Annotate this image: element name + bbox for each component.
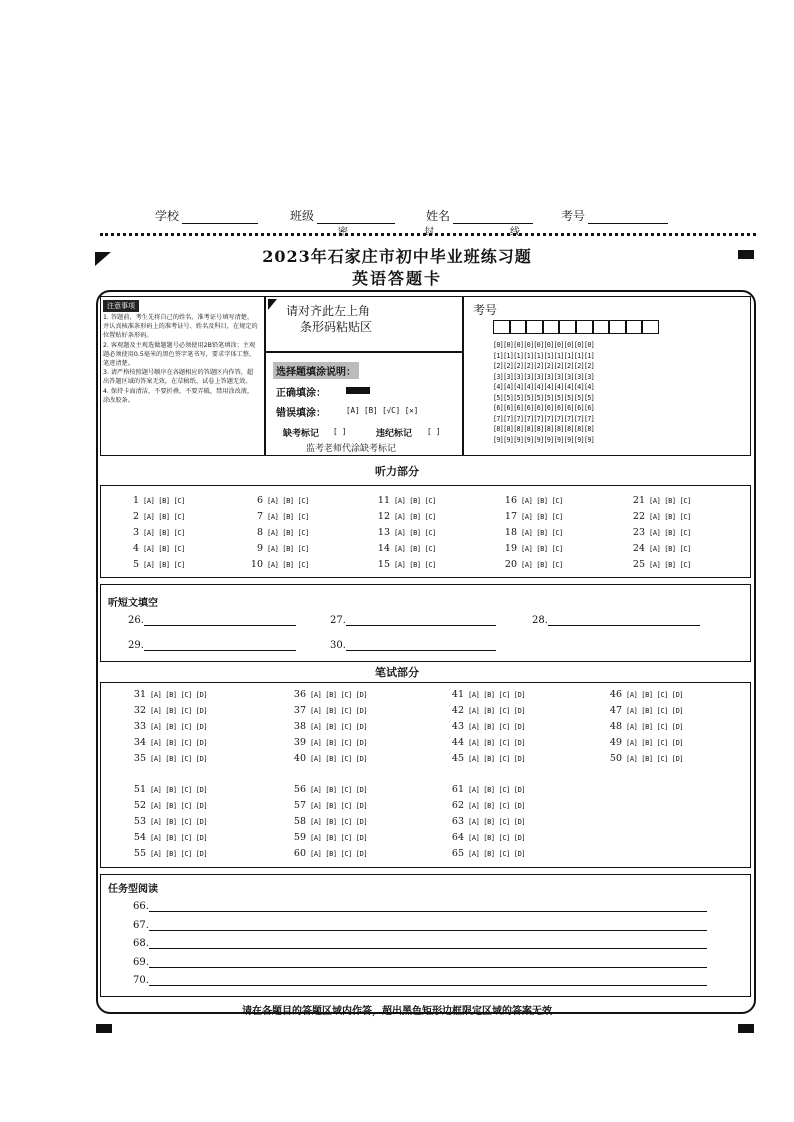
answer-options[interactable]: [A] [B] [C] [D] — [310, 801, 368, 810]
written-question[interactable] — [128, 705, 207, 716]
listening-question[interactable] — [122, 543, 185, 554]
listening-question[interactable] — [122, 559, 185, 570]
question-number: 2 — [132, 511, 139, 522]
answer-options[interactable]: [A] [B] [C] [D] — [626, 738, 684, 747]
listening-question[interactable] — [246, 495, 309, 506]
question-number: 49 — [609, 737, 622, 748]
answer-options[interactable]: [A] [B] [C] [D] — [626, 706, 684, 715]
question-number: 22 — [632, 511, 645, 522]
exam-number-cell[interactable] — [642, 320, 659, 334]
answer-options[interactable]: [A] [B] [C] [D] — [310, 738, 368, 747]
seal-char-1: 密 — [338, 227, 348, 238]
answer-options[interactable]: [A] [B] [C] [D] — [310, 785, 368, 794]
question-number: 15 — [377, 559, 390, 570]
question-number: 38 — [293, 721, 306, 732]
blank-answer-line[interactable] — [144, 614, 296, 626]
answer-options[interactable]: [A] [B] [C] — [521, 512, 563, 521]
question-number: 7 — [256, 511, 263, 522]
alignment-mark — [738, 1024, 754, 1033]
question-number: 35 — [133, 753, 146, 764]
header-field-input[interactable] — [588, 210, 668, 224]
question-number: 62 — [451, 800, 464, 811]
listening-question[interactable] — [373, 543, 436, 554]
answer-options[interactable]: [A] [B] [C] — [267, 512, 309, 521]
answer-options[interactable]: [A] [B] [C] [D] — [468, 817, 526, 826]
exam-number-bubbles — [493, 340, 594, 445]
listening-question[interactable] — [500, 511, 563, 522]
answer-options[interactable]: [A] [B] [C] — [649, 496, 691, 505]
written-question[interactable] — [128, 689, 207, 700]
answer-options[interactable]: [A] [B] [C] — [649, 560, 691, 569]
question-number: 20 — [504, 559, 517, 570]
question-number: 41 — [451, 689, 464, 700]
answer-options[interactable]: [A] [B] [C] — [394, 496, 436, 505]
header-field-label: 班级 — [290, 209, 315, 223]
header-field-0 — [155, 207, 258, 224]
answer-options[interactable]: [A] [B] [C] — [521, 560, 563, 569]
written-question[interactable] — [446, 721, 525, 732]
line-number: 68. — [133, 938, 149, 949]
absent-mark-label: 缺考标记 — [283, 429, 320, 439]
question-number: 10 — [250, 559, 263, 570]
answer-options[interactable]: [A] [B] [C] [D] — [150, 706, 208, 715]
listening-question[interactable] — [246, 559, 309, 570]
written-question[interactable] — [446, 848, 525, 859]
header-field-label: 姓名 — [426, 209, 451, 223]
blank-number: 29. — [128, 640, 144, 651]
short-passage-blank — [128, 614, 296, 626]
written-question[interactable] — [446, 753, 525, 764]
written-question[interactable] — [288, 848, 367, 859]
task-reading-answer-line[interactable] — [149, 974, 707, 986]
alignment-mark — [96, 1024, 112, 1033]
blank-answer-line[interactable] — [548, 614, 700, 626]
task-reading-title: 任务型阅读 — [108, 884, 158, 895]
exam-number-cell[interactable] — [576, 320, 593, 334]
question-number: 1 — [132, 495, 139, 506]
question-number: 56 — [293, 784, 306, 795]
question-number: 31 — [133, 689, 146, 700]
exam-number-bubble-row[interactable]: [6][6][6][6][6][6][6][6][6][6] — [493, 404, 595, 412]
wrong-fill-label: 错误填涂： — [276, 408, 326, 419]
question-number: 58 — [293, 816, 306, 827]
exam-number-label: 考号 — [473, 303, 498, 317]
question-number: 64 — [451, 832, 464, 843]
task-reading-line — [133, 974, 707, 986]
listening-question[interactable] — [628, 543, 691, 554]
written-question[interactable] — [446, 689, 525, 700]
exam-number-cell[interactable] — [593, 320, 610, 334]
written-question[interactable] — [128, 800, 207, 811]
barcode-line-1: 请对齐此左上角 — [286, 304, 371, 318]
written-question[interactable] — [128, 848, 207, 859]
exam-number-cells — [493, 320, 659, 334]
blank-answer-line[interactable] — [144, 639, 296, 651]
exam-number-cell[interactable] — [493, 320, 510, 334]
question-number: 47 — [609, 705, 622, 716]
absent-mark-box[interactable]: [ ] — [333, 427, 347, 436]
blank-number: 28. — [532, 615, 548, 626]
exam-number-bubble-row[interactable]: [9][9][9][9][9][9][9][9][9][9] — [493, 435, 595, 444]
question-number: 32 — [133, 705, 146, 716]
answer-options[interactable]: [A] [B] [C] [D] — [468, 738, 526, 747]
listening-question[interactable] — [628, 559, 691, 570]
exam-number-bubble-row[interactable]: [4][4][4][4][4][4][4][4][4][4] — [493, 383, 595, 391]
written-question[interactable] — [128, 721, 207, 732]
answer-options[interactable]: [A] [B] [C] [D] — [150, 754, 208, 763]
listening-question[interactable] — [373, 511, 436, 522]
answer-options[interactable]: [A] [B] [C] — [267, 528, 309, 537]
listening-question[interactable] — [122, 511, 185, 522]
listening-question[interactable] — [373, 495, 436, 506]
listening-question[interactable] — [122, 495, 185, 506]
question-number: 46 — [609, 689, 622, 700]
question-number: 11 — [377, 495, 390, 506]
question-number: 63 — [451, 816, 464, 827]
notes-item: 1. 答题前，考生先将自己的姓名、准考证号填写清楚，并认真核准条形码上的准考证号、姓名及科目，在规定的位置贴好条形码。 — [103, 314, 258, 340]
answer-options[interactable]: [A] [B] [C] [D] — [468, 785, 526, 794]
question-number: 9 — [256, 543, 263, 554]
answer-options[interactable]: [A] [B] [C] — [143, 528, 185, 537]
page-subtitle: 英语答题卡 — [351, 269, 442, 288]
header-field-3 — [561, 207, 668, 224]
answer-options[interactable]: [A] [B] [C] [D] — [310, 849, 368, 858]
corner-triangle-mark — [95, 252, 111, 266]
question-number: 59 — [293, 832, 306, 843]
question-number: 18 — [504, 527, 517, 538]
exam-number-bubble-row[interactable]: [5][5][5][5][5][5][5][5][5][5] — [493, 393, 595, 402]
seal-dotted-line — [100, 233, 756, 236]
blank-answer-line[interactable] — [346, 639, 496, 651]
answer-options[interactable]: [A] [B] [C] — [394, 528, 436, 537]
answer-options[interactable]: [A] [B] [C] — [267, 544, 309, 553]
violation-mark-label: 违纪标记 — [376, 429, 413, 439]
answer-options[interactable]: [A] [B] [C] [D] — [468, 690, 526, 699]
question-number: 5 — [132, 559, 139, 570]
answer-options[interactable]: [A] [B] [C] — [267, 560, 309, 569]
question-number: 33 — [133, 721, 146, 732]
exam-number-bubble-row[interactable]: [2][2][2][2][2][2][2][2][2][2] — [493, 362, 595, 370]
written-question[interactable] — [604, 721, 683, 732]
line-number: 70. — [133, 975, 149, 986]
seal-char-3: 线 — [510, 227, 520, 238]
exam-number-cell[interactable] — [559, 320, 576, 334]
proctor-note: 监考老师代涂缺考标记 — [306, 444, 397, 454]
written-question[interactable] — [128, 816, 207, 827]
written-question[interactable] — [288, 753, 367, 764]
answer-options[interactable]: [A] [B] [C] [D] — [150, 801, 208, 810]
short-passage-blank — [330, 614, 496, 626]
exam-number-bubble-row[interactable]: [1][1][1][1][1][1][1][1][1][1] — [493, 351, 595, 360]
violation-mark-box[interactable]: [ ] — [427, 427, 441, 436]
exam-number-cell[interactable] — [609, 320, 626, 334]
listening-question[interactable] — [628, 495, 691, 506]
exam-number-cell[interactable] — [543, 320, 560, 334]
listening-question[interactable] — [246, 543, 309, 554]
blank-number: 30. — [330, 640, 346, 651]
answer-options[interactable]: [A] [B] [C] — [521, 496, 563, 505]
header-field-input[interactable] — [317, 210, 395, 224]
question-number: 4 — [132, 543, 139, 554]
answer-options[interactable]: [A] [B] [C] — [143, 512, 185, 521]
answer-options[interactable]: [A] [B] [C] [D] — [310, 722, 368, 731]
task-reading-line — [133, 937, 707, 949]
exam-number-cell[interactable] — [626, 320, 643, 334]
listening-question[interactable] — [628, 511, 691, 522]
answer-options[interactable]: [A] [B] [C] [D] — [468, 754, 526, 763]
question-number: 6 — [256, 495, 263, 506]
exam-number-cell[interactable] — [526, 320, 543, 334]
answer-options[interactable]: [A] [B] [C] [D] — [150, 785, 208, 794]
answer-options[interactable]: [A] [B] [C] — [521, 528, 563, 537]
answer-options[interactable]: [A] [B] [C] — [394, 560, 436, 569]
answer-options[interactable]: [A] [B] [C] [D] — [626, 690, 684, 699]
answer-options[interactable]: [A] [B] [C] — [143, 496, 185, 505]
answer-options[interactable]: [A] [B] [C] [D] — [150, 690, 208, 699]
task-reading-line — [133, 900, 707, 912]
question-number: 51 — [133, 784, 146, 795]
notes-list — [103, 313, 259, 405]
line-number: 69. — [133, 956, 149, 968]
task-reading-answer-line[interactable] — [149, 956, 707, 968]
question-number: 42 — [451, 705, 464, 716]
fill-instructions-title: 选择题填涂说明： — [273, 362, 359, 379]
question-number: 16 — [504, 495, 517, 506]
blank-number: 26. — [128, 615, 144, 626]
notes-item: 2. 客观题及主观选做题题号必须使用2B铅笔填涂；主观题必须使用0.5毫米的黑色签字笔书写，要求字体工整、笔迹清楚。 — [103, 341, 256, 368]
written-question[interactable] — [604, 689, 683, 700]
answer-options[interactable]: [A] [B] [C] [D] — [310, 690, 368, 699]
question-number: 50 — [609, 753, 622, 764]
question-number: 24 — [632, 543, 645, 554]
question-number: 12 — [377, 511, 390, 522]
listening-question[interactable] — [246, 527, 309, 538]
blank-answer-line[interactable] — [346, 614, 496, 626]
answer-options[interactable]: [A] [B] [C] — [521, 544, 563, 553]
exam-number-bubble-row[interactable]: [3][3][3][3][3][3][3][3][3][3] — [493, 372, 595, 381]
listening-question[interactable] — [246, 511, 309, 522]
question-number: 65 — [451, 848, 464, 859]
question-number: 23 — [632, 527, 645, 538]
barcode-line-2: 条形码粘贴区 — [300, 320, 373, 334]
seal-char-2: 封 — [424, 227, 434, 238]
wrong-fill-examples: [A] [B] [√C] [✕] — [346, 406, 419, 415]
question-number: 17 — [504, 511, 517, 522]
answer-options[interactable]: [A] [B] [C] — [394, 512, 436, 521]
question-number: 55 — [133, 848, 146, 859]
line-number: 66. — [133, 901, 149, 912]
written-question[interactable] — [604, 705, 683, 716]
listening-title: 听力部分 — [375, 465, 419, 478]
exam-number-cell[interactable] — [510, 320, 527, 334]
written-question[interactable] — [446, 705, 525, 716]
question-number: 54 — [133, 832, 146, 843]
question-number: 34 — [133, 737, 146, 748]
written-question[interactable] — [128, 753, 207, 764]
question-number: 36 — [293, 689, 306, 700]
question-number: 19 — [504, 543, 517, 554]
answer-options[interactable]: [A] [B] [C] — [649, 528, 691, 537]
exam-number-bubble-row[interactable]: [8][8][8][8][8][8][8][8][8][8] — [493, 425, 595, 433]
question-number: 14 — [377, 543, 390, 554]
task-reading-answer-line[interactable] — [149, 937, 707, 949]
question-number: 25 — [632, 559, 645, 570]
page-title: 2023年石家庄市初中毕业班练习题 — [262, 247, 532, 266]
notes-title: 注意事项 — [103, 300, 139, 312]
listening-question[interactable] — [500, 559, 563, 570]
written-question[interactable] — [128, 784, 207, 795]
barcode-corner-mark — [268, 299, 277, 310]
notes-item: 3. 请严格按照题号顺序在各题相应的答题区内作答，超出答题区域的答案无效，在草稿纸、试卷上答题无效。 — [103, 369, 254, 386]
header-field-1 — [290, 207, 395, 224]
written-question[interactable] — [288, 737, 367, 748]
written-title: 笔试部分 — [375, 666, 419, 679]
listening-question[interactable] — [373, 527, 436, 538]
short-passage-title: 听短文填空 — [108, 598, 158, 609]
question-number: 61 — [451, 784, 464, 795]
listening-question[interactable] — [122, 527, 185, 538]
written-question[interactable] — [446, 737, 525, 748]
question-number: 45 — [451, 753, 464, 764]
written-question[interactable] — [288, 816, 367, 827]
question-number: 39 — [293, 737, 306, 748]
answer-options[interactable]: [A] [B] [C] — [267, 496, 309, 505]
short-passage-blank — [532, 614, 700, 626]
blank-number: 27. — [330, 615, 346, 626]
answer-options[interactable]: [A] [B] [C] — [143, 544, 185, 553]
header-field-2 — [426, 207, 533, 224]
task-reading-line — [133, 956, 707, 968]
answer-options[interactable]: [A] [B] [C] — [394, 544, 436, 553]
question-number: 13 — [377, 527, 390, 538]
task-reading-answer-line[interactable] — [149, 900, 707, 912]
exam-number-bubble-row[interactable]: [0][0][0][0][0][0][0][0][0][0] — [493, 341, 595, 349]
answer-options[interactable]: [A] [B] [C] — [649, 544, 691, 553]
written-question[interactable] — [604, 737, 683, 748]
correct-fill-label: 正确填涂： — [276, 388, 326, 399]
question-number: 53 — [133, 816, 146, 827]
header-field-label: 学校 — [155, 209, 180, 223]
answer-options[interactable]: [A] [B] [C] [D] — [468, 801, 526, 810]
header-field-input[interactable] — [182, 210, 258, 224]
question-number: 52 — [133, 800, 146, 811]
written-question[interactable] — [288, 705, 367, 716]
written-question[interactable] — [128, 832, 207, 843]
written-question[interactable] — [288, 832, 367, 843]
answer-options[interactable]: [A] [B] [C] [D] — [150, 738, 208, 747]
answer-options[interactable]: [A] [B] [C] [D] — [150, 817, 208, 826]
listening-question[interactable] — [628, 527, 691, 538]
header-field-input[interactable] — [453, 210, 533, 224]
question-number: 43 — [451, 721, 464, 732]
task-reading-answer-line[interactable] — [149, 919, 707, 931]
written-question[interactable] — [446, 816, 525, 827]
header-field-label: 考号 — [561, 209, 586, 223]
answer-options[interactable]: [A] [B] [C] [D] — [626, 754, 684, 763]
written-question[interactable] — [128, 737, 207, 748]
alignment-mark — [738, 250, 754, 259]
notes-item: 4. 保持卡面清洁，不要折叠、不要弄破，禁用涂改液，涂改胶条。 — [103, 387, 254, 404]
question-number: 57 — [293, 800, 306, 811]
listening-question[interactable] — [373, 559, 436, 570]
answer-options[interactable]: [A] [B] [C] [D] — [468, 849, 526, 858]
question-number: 8 — [256, 527, 263, 538]
written-question[interactable] — [288, 721, 367, 732]
answer-options[interactable]: [A] [B] [C] [D] — [468, 833, 526, 842]
question-number: 48 — [609, 721, 622, 732]
answer-options[interactable]: [A] [B] [C] — [143, 560, 185, 569]
answer-options[interactable]: [A] [B] [C] [D] — [626, 722, 684, 731]
listening-question[interactable] — [500, 527, 563, 538]
written-question[interactable] — [288, 784, 367, 795]
line-number: 67. — [133, 919, 149, 931]
answer-options[interactable]: [A] [B] [C] [D] — [150, 833, 208, 842]
question-number: 21 — [632, 495, 645, 506]
question-number: 3 — [132, 527, 139, 538]
short-passage-blank — [128, 639, 296, 651]
answer-options[interactable]: [A] [B] [C] [D] — [468, 706, 526, 715]
written-question[interactable] — [446, 832, 525, 843]
question-number: 40 — [293, 753, 306, 764]
written-question[interactable] — [288, 689, 367, 700]
answer-options[interactable]: [A] [B] [C] [D] — [310, 817, 368, 826]
question-number: 60 — [293, 848, 306, 859]
task-reading-line — [133, 919, 707, 931]
answer-options[interactable]: [A] [B] [C] [D] — [310, 706, 368, 715]
written-question[interactable] — [288, 800, 367, 811]
answer-options[interactable]: [A] [B] [C] [D] — [150, 722, 208, 731]
answer-options[interactable]: [A] [B] [C] [D] — [310, 754, 368, 763]
footer-note: 请在各题目的答题区域内作答，超出黑色矩形边框限定区域的答案无效 — [242, 1006, 552, 1017]
written-question[interactable] — [446, 800, 525, 811]
written-question[interactable] — [446, 784, 525, 795]
question-number: 37 — [293, 705, 306, 716]
answer-options[interactable]: [A] [B] [C] [D] — [310, 833, 368, 842]
short-passage-blank — [330, 639, 496, 651]
written-question[interactable] — [604, 753, 683, 764]
listening-question[interactable] — [500, 495, 563, 506]
correct-fill-sample — [346, 387, 370, 394]
listening-question[interactable] — [500, 543, 563, 554]
answer-options[interactable]: [A] [B] [C] [D] — [150, 849, 208, 858]
question-number: 44 — [451, 737, 464, 748]
exam-number-bubble-row[interactable]: [7][7][7][7][7][7][7][7][7][7] — [493, 414, 595, 423]
answer-options[interactable]: [A] [B] [C] [D] — [468, 722, 526, 731]
answer-options[interactable]: [A] [B] [C] — [649, 512, 691, 521]
